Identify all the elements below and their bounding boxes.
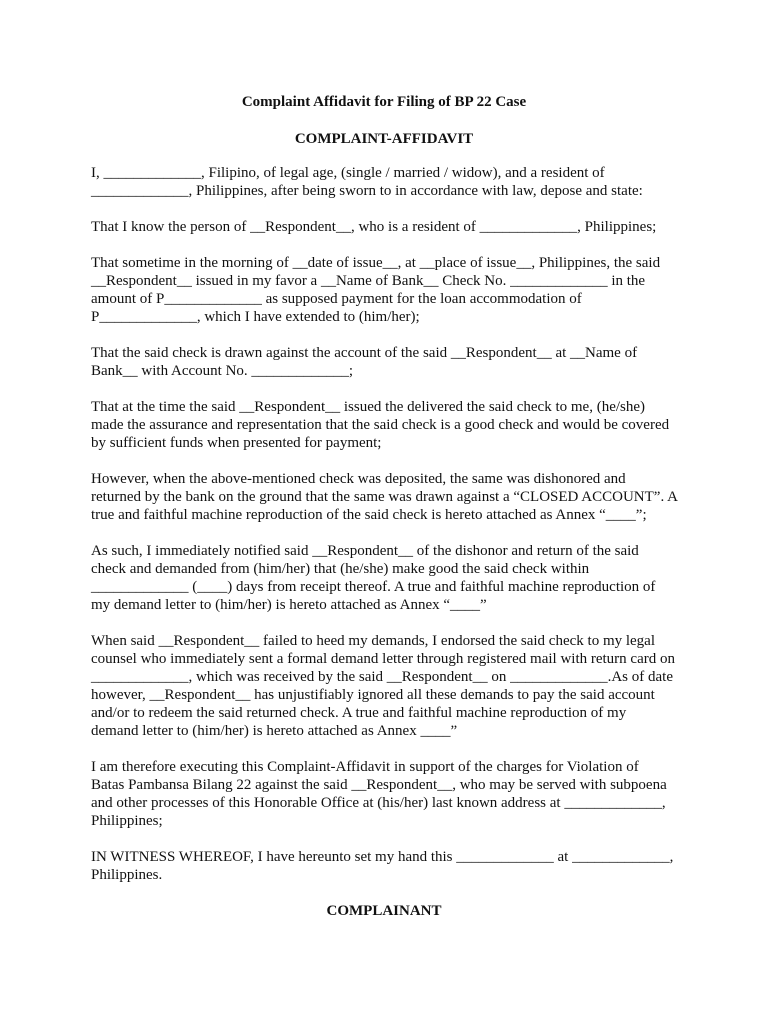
paragraph bbox=[91, 758, 687, 830]
paragraph-line: made the assurance and representation that the said check is a good check and would be covered bbox=[91, 417, 670, 433]
paragraph bbox=[91, 848, 687, 884]
paragraph-line: Philippines; bbox=[91, 813, 163, 829]
paragraph-line: P_____________, which I have extended to (him/her); bbox=[91, 309, 420, 325]
paragraph-line: Philippines. bbox=[91, 867, 163, 883]
paragraph-line: IN WITNESS WHEREOF, I have hereunto set my hand this _____________ at _____________, bbox=[91, 849, 674, 865]
paragraph-line: true and faithful machine reproduction of the said check is hereto attached as Annex “____”; bbox=[91, 507, 647, 523]
paragraph bbox=[91, 542, 687, 614]
paragraph-line: counsel who immediately sent a formal demand letter through registered mail with return card on bbox=[91, 651, 675, 667]
paragraph bbox=[91, 254, 687, 326]
paragraph-line: returned by the bank on the ground that the same was drawn against a “CLOSED ACCOUNT”. A bbox=[91, 489, 678, 505]
signature-label: COMPLAINANT bbox=[326, 903, 442, 919]
paragraph-line: __Respondent__ issued in my favor a __Name of Bank__ Check No. _____________ in the bbox=[91, 273, 646, 289]
paragraph-line: I, _____________, Filipino, of legal age, (single / married / widow), and a resident of bbox=[91, 165, 605, 181]
paragraph-line: _____________, which was received by the said __Respondent__ on _____________.As of date bbox=[91, 669, 673, 685]
document-heading: COMPLAINT-AFFIDAVIT bbox=[294, 131, 474, 147]
paragraph-line: demand letter to (him/her) is hereto attached as Annex ____” bbox=[91, 723, 458, 739]
paragraph-line: That sometime in the morning of __date of issue__, at __place of issue__, Philippines, the said bbox=[91, 255, 661, 271]
document-title: Complaint Affidavit for Filing of BP 22 Case bbox=[241, 94, 527, 110]
paragraph-line: _____________ (____) days from receipt thereof. A true and faithful machine reproduction of bbox=[91, 579, 656, 595]
paragraph-line: my demand letter to (him/her) is hereto attached as Annex “____” bbox=[91, 597, 487, 613]
paragraph-line: and/or to redeem the said returned check. A true and faithful machine reproduction of my bbox=[91, 705, 627, 721]
paragraph bbox=[91, 398, 687, 452]
paragraph-line: As such, I immediately notified said __Respondent__ of the dishonor and return of the said bbox=[91, 543, 639, 559]
document-body bbox=[91, 164, 687, 902]
paragraph bbox=[91, 470, 687, 524]
paragraph bbox=[91, 164, 687, 200]
paragraph-line: by sufficient funds when presented for payment; bbox=[91, 435, 382, 451]
paragraph-line: check and demanded from (him/her) that (he/she) make good the said check within bbox=[91, 561, 590, 577]
paragraph bbox=[91, 344, 687, 380]
paragraph-line: _____________, Philippines, after being sworn to in accordance with law, depose and state: bbox=[91, 183, 643, 199]
paragraph-line: however, __Respondent__ has unjustifiably ignored all these demands to pay the said account bbox=[91, 687, 655, 703]
paragraph-line: and other processes of this Honorable Office at (his/her) last known address at _____________, bbox=[91, 795, 666, 811]
paragraph-line: That at the time the said __Respondent__ issued the delivered the said check to me, (he/she) bbox=[91, 399, 646, 415]
paragraph-line: That the said check is drawn against the account of the said __Respondent__ at __Name of bbox=[91, 345, 638, 361]
paragraph-line: amount of P_____________ as supposed payment for the loan accommodation of bbox=[91, 291, 582, 307]
paragraph-line: Bank__ with Account No. _____________; bbox=[91, 363, 354, 379]
paragraph bbox=[91, 218, 687, 236]
paragraph-line: When said __Respondent__ failed to heed my demands, I endorsed the said check to my legal bbox=[91, 633, 656, 649]
paragraph-line: That I know the person of __Respondent__, who is a resident of _____________, Philippines; bbox=[91, 219, 657, 235]
paragraph-line: I am therefore executing this Complaint-Affidavit in support of the charges for Violation of bbox=[91, 759, 639, 775]
paragraph-line: However, when the above-mentioned check was deposited, the same was dishonored and bbox=[91, 471, 626, 487]
paragraph bbox=[91, 632, 687, 740]
paragraph-line: Batas Pambansa Bilang 22 against the said __Respondent__, who may be served with subpoena bbox=[91, 777, 667, 793]
